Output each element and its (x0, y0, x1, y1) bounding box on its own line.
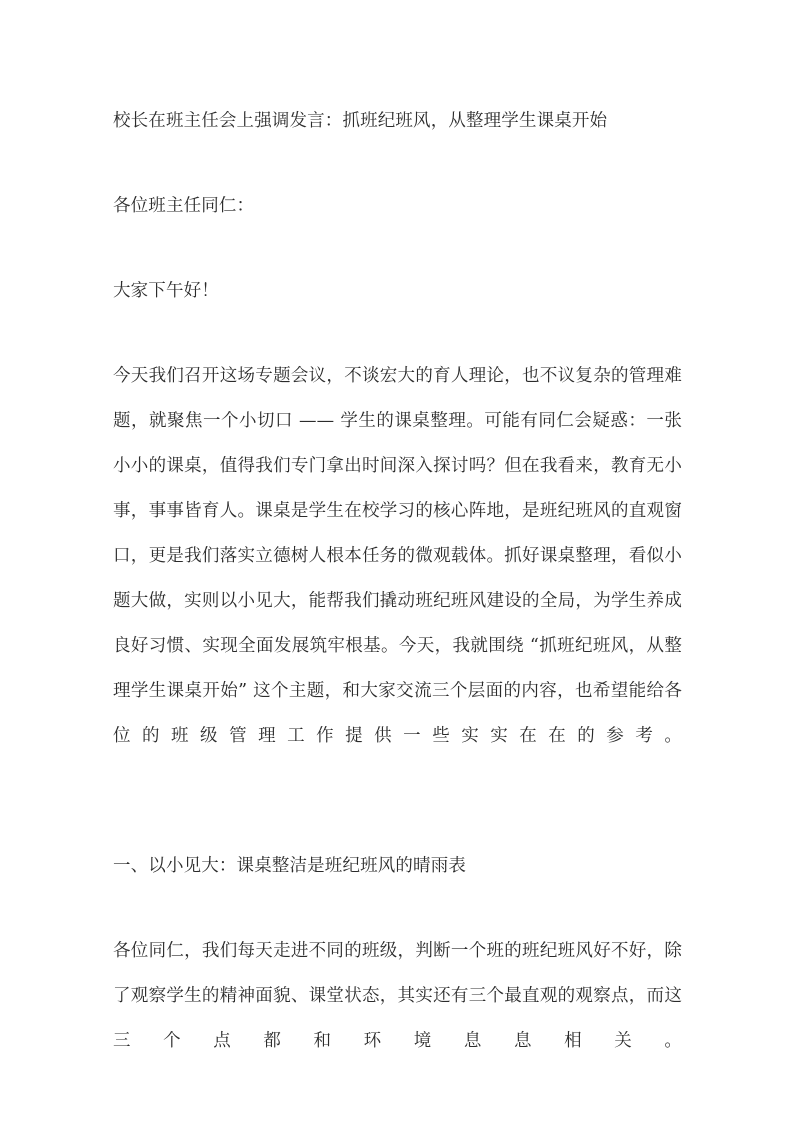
intro-paragraph: 今天我们召开这场专题会议，不谈宏大的育人理论，也不议复杂的管理难题，就聚焦一个小切口 —— 学生的课桌整理。可能有同仁会疑惑：一张小小的课桌，值得我们专门拿出时间深入探讨吗？但在我看来，教育无小事，事事皆育人。课桌是学生在校学习的核心阵地，是班纪班风的直观窗口，更是我们落实立德树人根本任务的微观载体。抓好课桌整理，看似小题大做，实则以小见大，能帮我们撬动班纪班风建设的全局，为学生养成良好习惯、实现全面发展筑牢根基。今天，我就围绕 “抓班纪班风，从整理学生课桌开始” 这个主题，和大家交流三个层面的内容，也希望能给各位的班级管理工作提供一些实实在在的参考。 (113, 366, 682, 746)
salutation-line: 各位班主任同仁： (113, 196, 255, 216)
greeting-line: 大家下午好！ (113, 281, 219, 301)
document-body (113, 0, 682, 1109)
section-one-paragraph: 各位同仁，我们每天走进不同的班级，判断一个班的班纪班风好不好，除了观察学生的精神面貌、课堂状态，其实还有三个最直观的观察点，而这三个点都和环境息息相关。 (113, 941, 682, 1051)
section-heading-one: 一、以小见大：课桌整洁是班纪班风的晴雨表 (113, 856, 466, 876)
document-title: 校长在班主任会上强调发言：抓班纪班风，从整理学生课桌开始 (113, 111, 608, 131)
